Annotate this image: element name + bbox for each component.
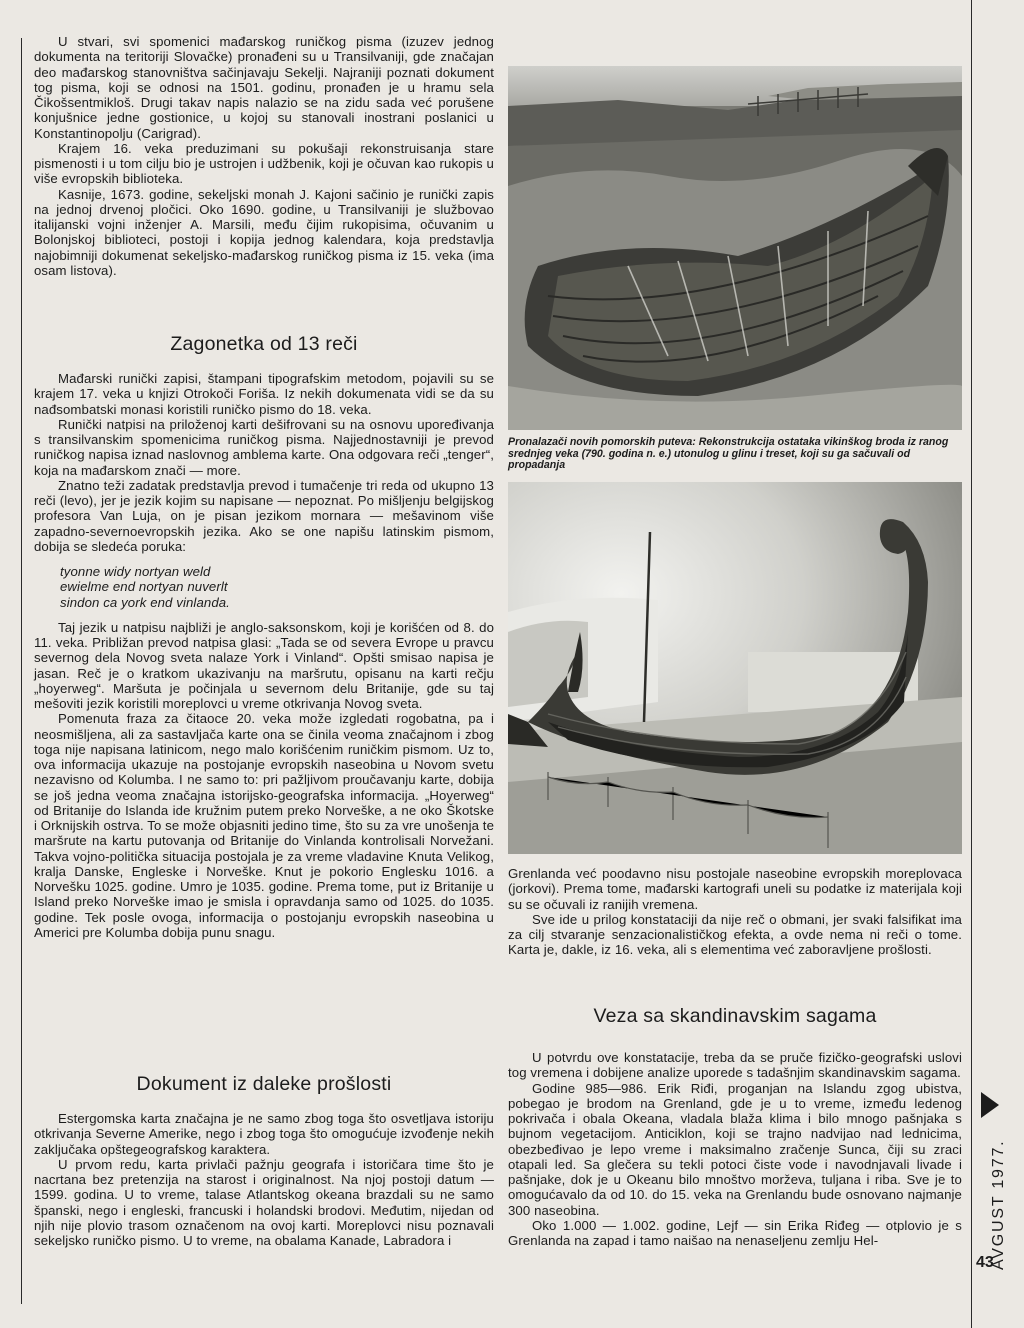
paragraph: Sve ide u prilog konstataciji da nije reč o obmani, jer svaki falsifikat ima za cilj stvaranje senzacionalističkog efekta, a ovde nema ni reči o tome. Karta je, dakle, iz 16. veka, ali s elementima već zaboravljene prošlosti. bbox=[508, 911, 962, 958]
paragraph: Grenlanda već poodavno nisu postojale naseobine evropskih moreplovaca (jorkovi). Prema tome, mađarski kartografi uneli su podatke iz materijala koji su se očuvali iz ranijih vremena. bbox=[508, 866, 962, 912]
section1-text-block bbox=[34, 371, 494, 940]
section2-text-block bbox=[34, 1111, 494, 1248]
paragraph: U potvrdu ove konstatacije, treba da se pruče fizičko-geografski uslovi tog vremena i dobijene analize uporede s tadašnjim skandinavskim sagama. bbox=[508, 1050, 962, 1081]
continue-arrow-icon bbox=[981, 1092, 999, 1118]
paragraph: Kasnije, 1673. godine, sekeljski monah J. Kajoni sačinio je runički zapis na jednoj drvenoj pločici. Oko 1690. godine, u Transilvaniji je službovao italijanski vojni inženjer A. Marsili, među čijim rukopisima, očuvanim u Bolonjskoj biblioteci, postoji i kopija jednog kalendara, koja predstavlja najobimniji dokumenat sekeljsko-mađarskog runičkog pisma iz 15. veka (ima osam listova). bbox=[34, 186, 494, 278]
verse-line: tyonne widy nortyan weld bbox=[60, 564, 211, 579]
paragraph: Krajem 16. veka preduzimani su pokušaji rekonstruisanja stare pismenosti i u tom cilju bio je ustrojen i udžbenik, koji je očuvan kao rukopis u više evropskih biblioteka. bbox=[34, 140, 494, 187]
issue-label: AVGUST 1977. bbox=[990, 1139, 1007, 1270]
paragraph: Estergomska karta značajna je ne samo zbog toga što osvetljava istoriju otkrivanja Severne Amerike, nego i zbog toga što omogućuje izvođenje nekih zaključaka opštegeografskog karaktera. bbox=[34, 1111, 494, 1157]
verse-line: sindon ca york end vinlanda. bbox=[60, 594, 230, 610]
paragraph: Znatno teži zadatak predstavlja prevod i tumačenje tri reda od ukupno 13 reči (levo), jer je jezik kojim su napisane — nepoznat. Po mišljenju belgijskog profesora Van Luja, on je pisan jezikom mornara — mešavinom više zapadno-severnoevropskih jezika. Ako se one napišu latinskim pismom, dobija se sledeća poruka: bbox=[34, 477, 494, 554]
paragraph: Pomenuta fraza za čitaoce 20. veka može izgledati rogobatna, pa i neosmišljena, ali za sastavljača karte ona se činila veoma značajnom i zbog toga nije napisana latinicom, nego malo korišćenim runičkim pismom. Uz to, ova informacija ukazuje na postojanje evropskih naseobina u Novom svetu nezavisno od Kolumba. I ne samo to: pri pažljivom proučavanju karte, dobija se još jedna veoma značajna istorijsko-geografska informacija. „Hoyerweg“ od Britanije do Islanda ide kružnim putem preko Norveške, a ne oko Škotske i Orknijskih ostrva. To se može objasniti jedino time, što su za vre unošenja te maršrute na kartu putovanja od Britanije do Vinlanda kontrolisali Norvežani. Takva vojno-politička situacija postojala je za vreme vladavine Knuta Velikog, kralja Danske, Engleske i Norveške. Knut je pokorio Englesku 1016. a Norvešku 1025. godine. Umro je 1035. godine. Prema tome, put iz Britanije u Island preko Norveške imao je smisla i opravdanja samo od 1025. do 1035. godine. Tek posle ovoga, informacija o postojanju evropskih naseobina u Americi pre Kolumba dobija punu snagu. bbox=[34, 711, 495, 940]
section-heading: Zagonetka od 13 reči bbox=[170, 333, 358, 355]
right-column-text-block bbox=[508, 866, 962, 958]
paragraph: Taj jezik u natpisu najbliži je anglo-saksonskom, koji je korišćen od 8. do 11. veka. Približan prevod natpisa glasi: „Tada se od severa Evrope u pravcu severnog dela Novog sveta nalaze York i Vinland“. Opšti smisao napisa je jasan. Reč je o kratkom ukazivanju na maršrutu, opisanu na karti rečju „hoyerweg“. Maršuta je počinjala u severnom delu Britanije, gde su taj mešoviti jezik koristili moreplovci u vreme otkrivanja Novog sveta. bbox=[34, 619, 494, 712]
paragraph: Mađarski runički zapisi, štampani tipografskim metodom, pojavili su se krajem 17. veka u knjizi Otrokoči Foriša. Iz nekih dokumenata vidi se da su nađsombatski monasi koristili runičko pismo do 18. veka. bbox=[34, 371, 494, 417]
paragraph: U prvom redu, karta privlači pažnju geografa i istoričara time što je nacrtana bez pretenzija na starost i originalnost. Na njoj postoji datum — 1599. godina. U to vreme, talase Atlantskog okeana brazdali su ne samo španski, nego i engleski, francuski i holandski brodovi. Međutim, nijedan od njih nije plovio trasom označenom na ovoj karti. Moreplovci nisu poznavali sekeljsko runičko pismo. U to vreme, na obalama Kanade, Labradora i bbox=[34, 1156, 494, 1248]
runic-translation-verse bbox=[60, 564, 494, 610]
section-heading: Veza sa skandinavskim sagama bbox=[593, 1005, 877, 1027]
paragraph: Oko 1.000 — 1.002. godine, Lejf — sin Erika Riđeg — otplovio je s Grenlanda na zapad i tamo naišao na nenaseljenu zemlju Hel- bbox=[508, 1217, 962, 1248]
paragraph: Godine 985—986. Erik Riđi, proganjan na Islandu zgog ubistva, pobegao je brodom na Grenland, gde je u to vreme, između ledenog pokrivača i obala Okeana, vladala blaža klima i bilo mnogo pašnjaka s bujnom vegetacijom. Anticiklon, koji se trajno nadvijao nad lednicima, obezbeđivao je lepo vreme i maksimalno zračenje Sunca, čiji su zraci otapali led. Sa glečera su tekli potoci čiste vode i navodnjavali livade i pašnjake, dok je u Okeanu bilo mnoštvo morževa, tuljana i riba. Sve je to omogućavalo da od 10. do 15. veka na Grenlandu bude osnovano najmanje 300 naseobina. bbox=[508, 1080, 962, 1218]
verse-line: ewielme end nortyan nuverlt bbox=[60, 579, 228, 595]
reconstructed-viking-ship-photo bbox=[508, 482, 962, 854]
paragraph: Runički natpisi na priloženoj karti dešifrovani su na osnovu upoređivanja s transilvanskim spomenicima runičkog pisma. Najjednostavniji je prevod runičkog napisa iznad naslovnog amblema karte. Ona odgovara reči „tenger“, koja na mađarskom znači — more. bbox=[34, 416, 494, 478]
left-margin-rule bbox=[21, 38, 22, 1304]
page-number: 43 bbox=[976, 1254, 994, 1271]
paragraph: U stvari, svi spomenici mađarskog runičkog pisma (izuzev jednog dokumenta na teritoriji Slovačke) pronađeni su u Transilvaniji, gde značajan deo mađarskog stanovništva sačinjavaju Sekelji. Najraniji poznati dokument tog pisma, koji se odnosi na 1501. godinu, pronađen je u hramu sela Čikošsentmikloš. Drugi takav napis nalazio se na zidu sada već porušene konjušnice jedne gostionice, u kojoj su stanovali inostrani poslanici u Konstantinopolju (Carigrad). bbox=[34, 34, 494, 141]
intro-text-block bbox=[34, 34, 494, 278]
section-heading: Dokument iz daleke prošlosti bbox=[136, 1073, 392, 1095]
section3-text-block bbox=[508, 1050, 962, 1248]
right-margin-rule bbox=[971, 0, 972, 1328]
excavated-viking-ship-photo bbox=[508, 66, 962, 430]
photo-caption: Pronalazači novih pomorskih puteva: Rekonstrukcija ostataka vikinškog broda iz ranog srednjeg veka (790. godina n. e.) utonulog u glinu i treset, koji su ga sačuvali od propadanja bbox=[508, 436, 949, 472]
